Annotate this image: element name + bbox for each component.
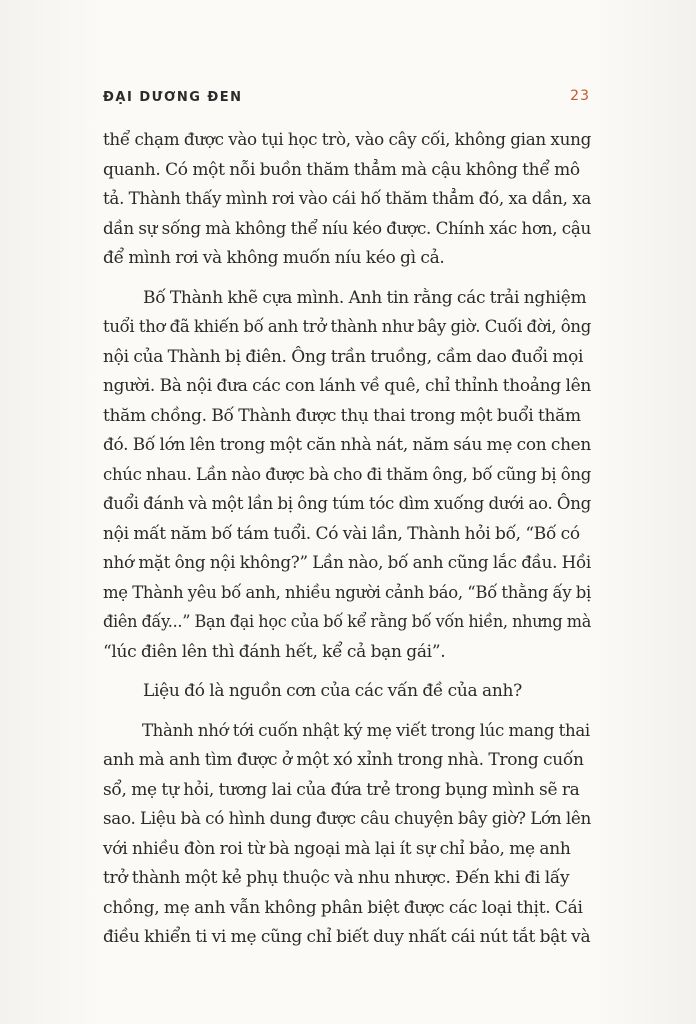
text-line: thăm chồng. Bố Thành được thụ thai trong một buổi thăm	[103, 405, 581, 426]
paragraph-gap	[103, 707, 591, 717]
text-line: Liệu đó là nguồn cơn của các vấn đề của anh?	[143, 681, 522, 701]
running-header	[103, 90, 590, 110]
text-line: Thành nhớ tới cuốn nhật ký mẹ viết trong lúc mang thai	[141, 720, 590, 741]
text-line: dần sự sống mà không thể níu kéo được. Chính xác hơn, cậu	[103, 218, 592, 239]
text-line: chồng, mẹ anh vẫn không phân biệt được các loại thịt. Cái	[103, 897, 583, 918]
text-line: Bố Thành khẽ cựa mình. Anh tin rằng các trải nghiệm	[143, 287, 587, 308]
text-line: để mình rơi và không muốn níu kéo gì cả.	[103, 248, 445, 268]
text-line: “lúc điên lên thì đánh hết, kể cả bạn gái”.	[103, 641, 446, 662]
paragraph	[103, 677, 591, 707]
text-line: điên đấy...” Bạn đại học của bố kể rằng bố vốn hiền, nhưng mà	[103, 612, 591, 632]
text-line: mẹ Thành yêu bố anh, nhiều người cảnh báo, “Bố thằng ấy bị	[103, 582, 592, 603]
text-line: anh mà anh tìm được ở một xó xỉnh trong nhà. Trong cuốn	[103, 750, 584, 770]
text-line: người. Bà nội đưa các con lánh về quê, chỉ thỉnh thoảng lên	[103, 376, 591, 396]
book-title: ĐẠI DƯƠNG ĐEN	[103, 90, 243, 105]
text-line: nội mất năm bố tám tuổi. Có vài lần, Thành hỏi bố, “Bố có	[103, 523, 580, 544]
text-line: điều khiển ti vi mẹ cũng chỉ biết duy nhất cái nút tắt bật và	[103, 927, 591, 947]
text-line: sao. Liệu bà có hình dung được câu chuyện bây giờ? Lớn lên	[103, 809, 592, 829]
text-line: đó. Bố lớn lên trong một căn nhà nát, năm sáu mẹ con chen	[103, 435, 591, 455]
text-line: nội của Thành bị điên. Ông trần truồng, cầm dao đuổi mọi	[103, 346, 584, 367]
paragraph	[103, 717, 591, 953]
text-line: nhớ mặt ông nội không?” Lần nào, bố anh cũng lắc đầu. Hồi	[103, 553, 592, 573]
text-line: chúc nhau. Lần nào được bà cho đi thăm ông, bố cũng bị ông	[103, 464, 591, 485]
page-number: 23	[570, 88, 590, 104]
body-text	[103, 126, 591, 953]
paragraph-gap	[103, 274, 591, 284]
text-line: sổ, mẹ tự hỏi, tương lai của đứa trẻ trong bụng mình sẽ ra	[103, 779, 580, 800]
text-line: tả. Thành thấy mình rơi vào cái hố thăm thẳm đó, xa dần, xa	[103, 189, 592, 209]
text-line: với nhiều đòn roi từ bà ngoại mà lại ít sự chỉ bảo, mẹ anh	[103, 838, 571, 859]
text-line: đuổi đánh và một lần bị ông túm tóc dìm xuống dưới ao. Ông	[103, 494, 592, 514]
text-line: quanh. Có một nỗi buồn thăm thẳm mà cậu không thể mô	[103, 159, 580, 180]
paragraph	[103, 284, 591, 668]
paragraph	[103, 126, 591, 274]
text-line: thể chạm được vào tụi học trò, vào cây cối, không gian xung	[103, 130, 592, 150]
paragraph-gap	[103, 667, 591, 677]
text-line: tuổi thơ đã khiến bố anh trở thành như bây giờ. Cuối đời, ông	[103, 317, 591, 337]
text-line: trở thành một kẻ phụ thuộc và nhu nhược. Đến khi đi lấy	[103, 868, 570, 888]
